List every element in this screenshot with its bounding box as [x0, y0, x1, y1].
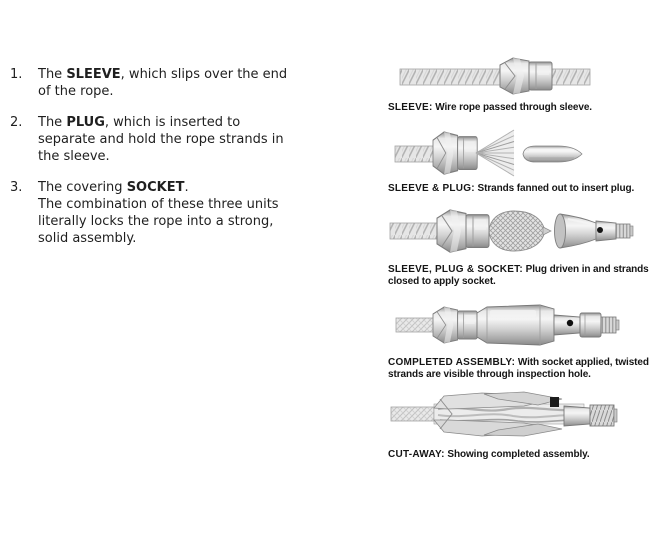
figure-caption-text: With socket applied, twisted — [517, 357, 649, 368]
step-text-line: The combination of these three units — [38, 197, 279, 212]
figure-caption-text2: closed to apply socket. — [388, 276, 496, 287]
figure-label: COMPLETED ASSEMBLY: — [388, 357, 516, 368]
wire-rope — [396, 318, 434, 332]
figure-sleeve-plug-socket — [388, 203, 650, 288]
cut-away-illustration — [388, 386, 650, 446]
completed-assembly-illustration — [388, 296, 650, 354]
figure-label: SLEEVE & PLUG: — [388, 183, 475, 194]
step-text-pre: The — [38, 115, 67, 130]
figure-caption — [388, 357, 650, 381]
step-text-line: solid assembly. — [38, 231, 137, 246]
step-text-line: separate and hold the rope strands in — [38, 132, 284, 147]
term-socket: SOCKET — [126, 180, 185, 195]
figure-caption-text2: strands are visible through inspection hole. — [388, 369, 591, 380]
figure-completed-assembly — [388, 296, 650, 381]
threaded-stub — [601, 317, 616, 333]
figure-caption — [388, 102, 650, 114]
wire-rope — [400, 69, 590, 85]
step-number: 2. — [10, 115, 23, 130]
sleeve-part — [500, 58, 552, 94]
term-sleeve: SLEEVE — [66, 67, 121, 82]
step-text-post: . — [184, 180, 189, 195]
figure-label: SLEEVE, PLUG & SOCKET: — [388, 264, 523, 275]
step-text-post: , which is inserted to — [104, 115, 241, 130]
step-number: 1. — [10, 67, 23, 82]
inspection-hole — [597, 227, 603, 233]
figure-caption — [388, 449, 650, 461]
figure-caption-text: Plug driven in and strands — [525, 264, 649, 275]
plug-part — [523, 146, 582, 162]
figure-caption-text: Strands fanned out to insert plug. — [477, 183, 635, 194]
wire-rope — [390, 223, 438, 239]
step-item-socket — [10, 179, 355, 247]
sleeve-plug-illustration — [388, 126, 650, 180]
socket-applied — [477, 305, 619, 345]
fanned-strands — [476, 130, 514, 176]
figure-caption-text: Showing completed assembly. — [447, 449, 590, 460]
threaded-stub — [616, 224, 630, 238]
step-text — [38, 66, 355, 100]
step-item-plug — [10, 114, 355, 165]
term-plug: PLUG — [66, 115, 105, 130]
figure-sleeve-plug — [388, 126, 650, 195]
step-text-line: the sleeve. — [38, 149, 110, 164]
figure-caption — [388, 264, 650, 288]
figure-cut-away — [388, 386, 650, 461]
figure-sleeve — [388, 53, 650, 114]
figure-column — [388, 0, 650, 536]
step-text-pre: The — [38, 67, 67, 82]
closed-strands-bulge — [489, 211, 551, 251]
figure-caption-text: Wire rope passed through sleeve. — [435, 102, 592, 113]
step-text-line: literally locks the rope into a strong, — [38, 214, 274, 229]
sleeve-illustration — [388, 53, 650, 99]
inspection-hole — [550, 397, 559, 407]
step-number: 3. — [10, 180, 23, 195]
wire-rope — [395, 146, 435, 162]
step-text — [38, 114, 355, 165]
wire-rope — [391, 407, 434, 421]
step-item-sleeve — [10, 66, 355, 100]
cut-away-body — [434, 392, 617, 436]
steps-list — [10, 66, 355, 261]
step-text-post: , which slips over the end — [120, 67, 288, 82]
threaded-stub — [590, 405, 614, 426]
step-text-pre: The covering — [38, 180, 127, 195]
socket-part — [555, 214, 634, 248]
sleeve-plug-socket-illustration — [388, 203, 650, 261]
inspection-hole — [567, 320, 573, 326]
step-text-line: of the rope. — [38, 84, 114, 99]
sleeve-part — [433, 132, 477, 174]
figure-label: CUT-AWAY: — [388, 449, 445, 460]
step-text — [38, 179, 355, 247]
sleeve-part — [433, 307, 477, 343]
figure-label: SLEEVE: — [388, 102, 433, 113]
figure-caption — [388, 183, 650, 195]
sleeve-part — [437, 210, 489, 252]
